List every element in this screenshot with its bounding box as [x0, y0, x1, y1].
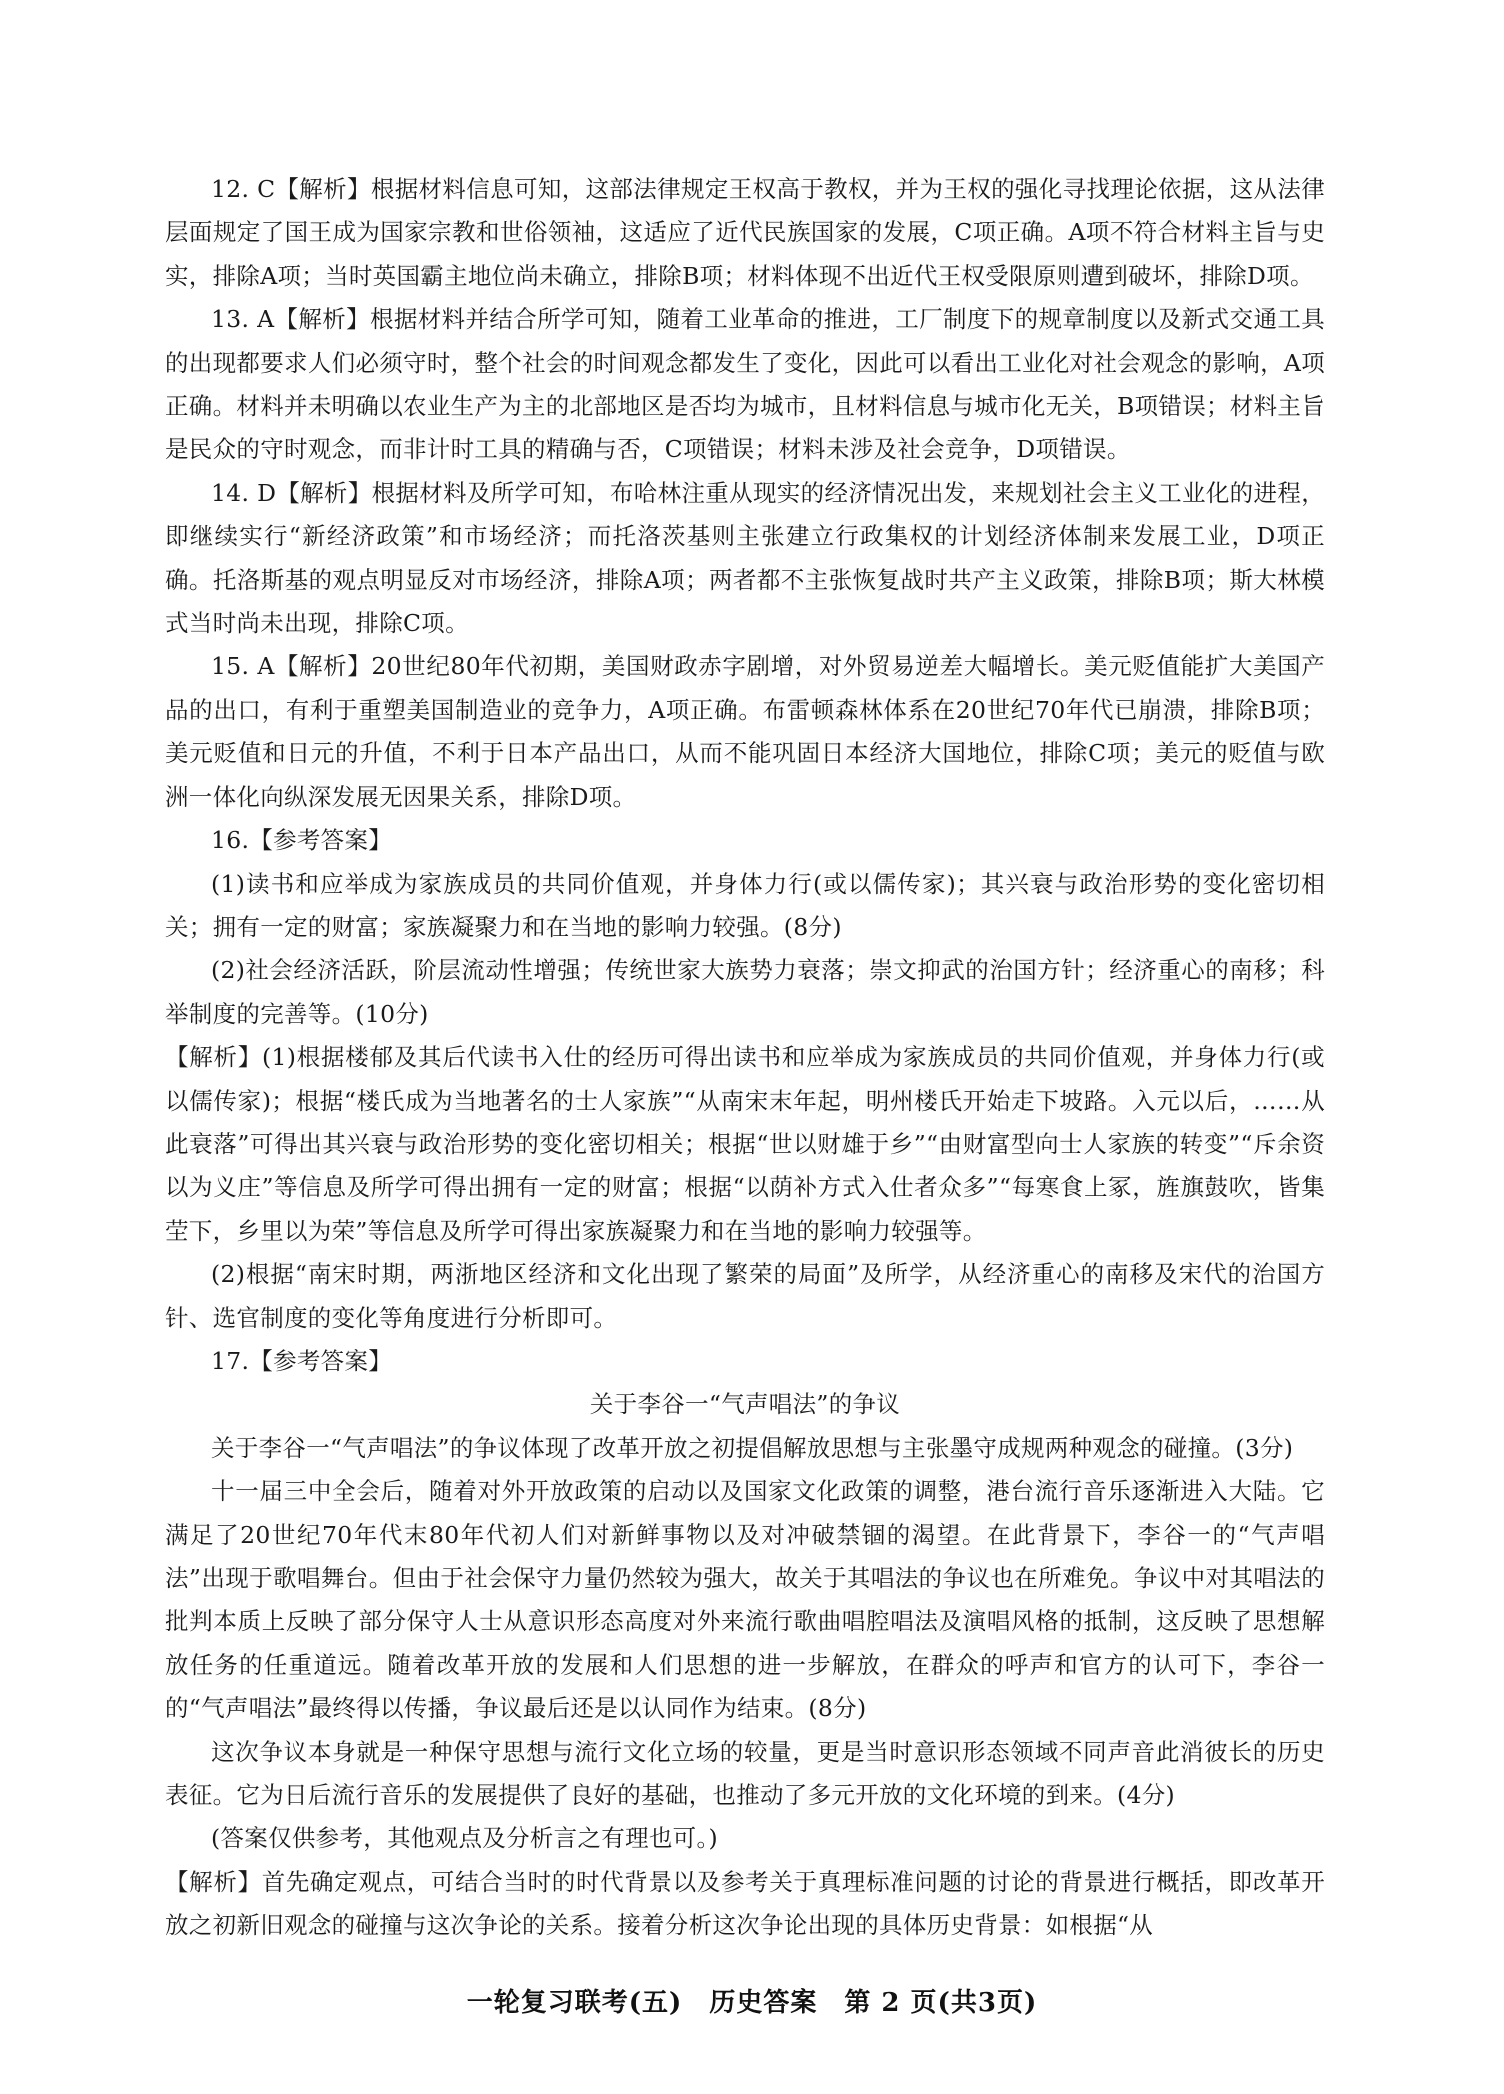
essay-title: 关于李谷一“气声唱法”的争议: [589, 1390, 901, 1419]
answer-13: 13. A【解析】根据材料并结合所学可知，随着工业革命的推进，工厂制度下的规章制度以及新式交通工具的出现都要求人们必须守时，整个社会的时间观念都发生了变化，因此可以看出工业化对社会观念的影响，A项正确。材料并未明确以农业生产为主的北部地区是否均为城市，且材料信息与城市化无关，B项错误；材料主旨是民众的守时观念，而非计时工具的精确与否，C项错误；材料未涉及社会竞争，D项错误。: [165, 305, 1325, 464]
essay-paragraph-1: 关于李谷一“气声唱法”的争议体现了改革开放之初提倡解放思想与主张墨守成规两种观念的碰撞。(3分): [211, 1433, 1294, 1462]
answer-16-analysis-1: 【解析】(1)根据楼郁及其后代读书入仕的经历可得出读书和应举成为家族成员的共同价值观，并身体力行(或以儒传家)；根据“楼氏成为当地著名的士人家族”“从南宋末年起，明州楼氏开始走下坡路。入元以后，……从此衰落”可得出其兴衰与政治形势的变化密切相关；根据“世以财雄于乡”“由财富型向士人家族的转变”“斥余资以为义庄”等信息及所学可得出拥有一定的财富；根据“以荫补方式入仕者众多”“每寒食上冢，旌旗鼓吹，皆集茔下，乡里以为荣”等信息及所学可得出家族凝聚力和在当地的影响力较强等。: [165, 1043, 1325, 1245]
answer-17-analysis: 【解析】首先确定观点，可结合当时的时代背景以及参考关于真理标准问题的讨论的背景进行概括，即改革开放之初新旧观念的碰撞与这次争论的关系。接着分析这次争论出现的具体历史背景：如根据“从: [165, 1867, 1325, 1940]
answer-16-part1: (1)读书和应举成为家族成员的共同价值观，并身体力行(或以儒传家)；其兴衰与政治形势的变化密切相关；拥有一定的财富；家族凝聚力和在当地的影响力较强。(8分): [165, 869, 1325, 941]
essay-paragraph-3: 这次争议本身就是一种保守思想与流行文化立场的较量，更是当时意识形态领域不同声音此消彼长的历史表征。它为日后流行音乐的发展提供了良好的基础，也推动了多元开放的文化环境的到来。(4分): [165, 1737, 1325, 1810]
answer-14: 14. D【解析】根据材料及所学可知，布哈林注重从现实的经济情况出发，来规划社会主义工业化的进程，即继续实行“新经济政策”和市场经济；而托洛茨基则主张建立行政集权的计划经济体制来发展工业，D项正确。托洛斯基的观点明显反对市场经济，排除A项；两者都不主张恢复战时共产主义政策，排除B项；斯大林模式当时尚未出现，排除C项。: [165, 478, 1325, 638]
answer-16-part2: (2)社会经济活跃，阶层流动性增强；传统世家大族势力衰落；崇文抑武的治国方针；经济重心的南移；科举制度的完善等。(10分): [165, 956, 1325, 1028]
answer-page-body: [165, 168, 1325, 1948]
essay-paragraph-2: 十一届三中全会后，随着对外开放政策的启动以及国家文化政策的调整，港台流行音乐逐渐进入大陆。它满足了20世纪70年代末80年代初人们对新鲜事物以及对冲破禁锢的渴望。在此背景下，李谷一的“气声唱法”出现于歌唱舞台。但由于社会保守力量仍然较为强大，故关于其唱法的争议也在所难免。争议中对其唱法的批判本质上反映了部分保守人士从意识形态高度对外来流行歌曲唱腔唱法及演唱风格的抵制，这反映了思想解放任务的任重道远。随着改革开放的发展和人们思想的进一步解放，在群众的呼声和官方的认可下，李谷一的“气声唱法”最终得以传播，争议最后还是以认同作为结束。(8分): [165, 1477, 1325, 1723]
essay-note: (答案仅供参考，其他观点及分析言之有理也可。): [211, 1824, 718, 1853]
answer-16-heading: 16.【参考答案】: [211, 826, 393, 855]
page-footer: 一轮复习联考(五) 历史答案 第 2 页(共3页): [466, 1988, 1038, 2018]
answer-17-heading: 17.【参考答案】: [211, 1346, 393, 1375]
answer-15: 15. A【解析】20世纪80年代初期，美国财政赤字剧增，对外贸易逆差大幅增长。美元贬值能扩大美国产品的出口，有利于重塑美国制造业的竞争力，A项正确。布雷顿森林体系在20世纪70年代已崩溃，排除B项；美元贬值和日元的升值，不利于日本产品出口，从而不能巩固日本经济大国地位，排除C项；美元的贬值与欧洲一体化向纵深发展无因果关系，排除D项。: [165, 652, 1325, 811]
answer-16-analysis-2: (2)根据“南宋时期，两浙地区经济和文化出现了繁荣的局面”及所学，从经济重心的南移及宋代的治国方针、选官制度的变化等角度进行分析即可。: [165, 1260, 1325, 1332]
answer-12: 12. C【解析】根据材料信息可知，这部法律规定王权高于教权，并为王权的强化寻找理论依据，这从法律层面规定了国王成为国家宗教和世俗领袖，这适应了近代民族国家的发展，C项正确。A项不符合材料主旨与史实，排除A项；当时英国霸主地位尚未确立，排除B项；材料体现不出近代王权受限原则遭到破坏，排除D项。: [165, 175, 1325, 290]
